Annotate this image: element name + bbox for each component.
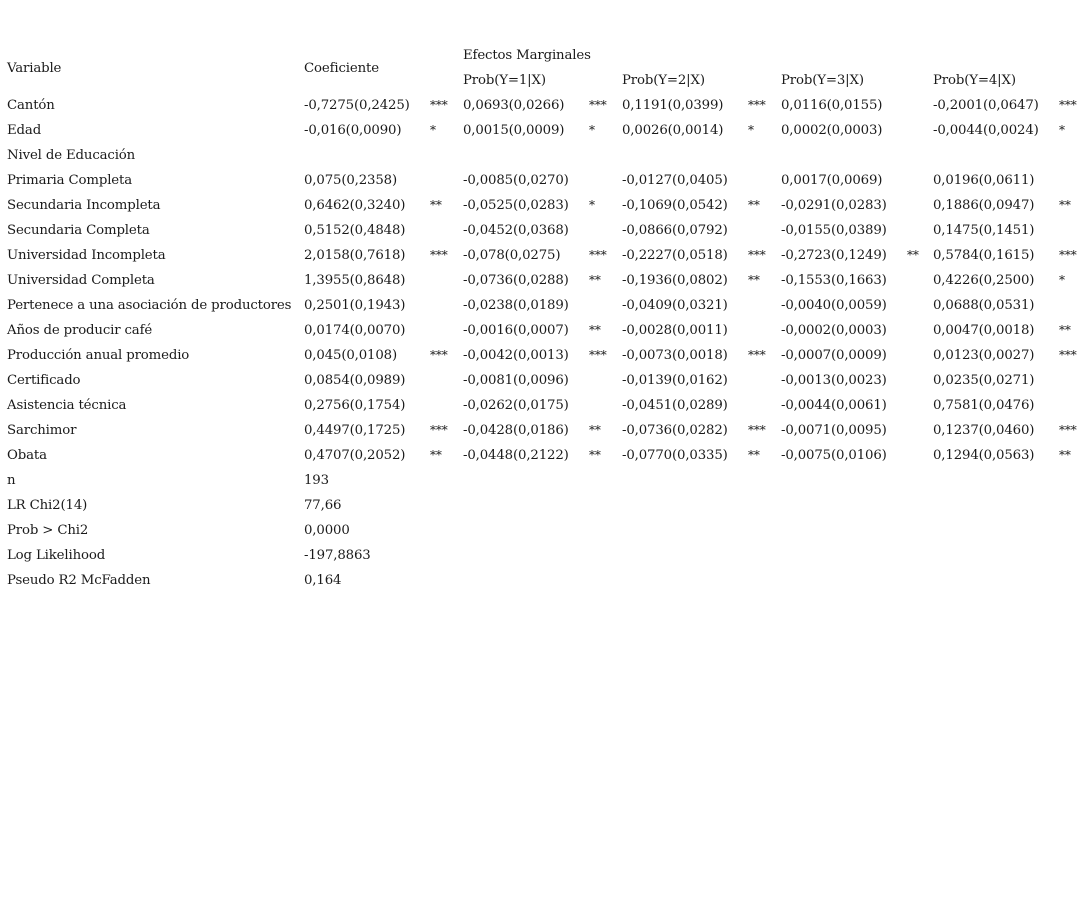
variable-label: Primaria Completa	[7, 173, 132, 188]
marginal-significance-prob-3	[907, 143, 933, 168]
variable-label: Producción anual promedio	[7, 348, 190, 363]
marginal-effect-prob-3: -0,1553(0,1663)	[781, 273, 887, 288]
marginal-effect-prob-3: -0,0002(0,0003)	[781, 323, 887, 338]
marginal-significance-prob-4: ***	[1059, 348, 1077, 362]
table-row	[7, 268, 1089, 293]
variable-label: Universidad Incompleta	[7, 248, 166, 263]
coeficiente-significance	[430, 268, 463, 293]
marginal-significance-prob-2	[748, 368, 781, 393]
table-row	[7, 218, 1089, 243]
marginal-effect-prob-4: 0,4226(0,2500)	[933, 273, 1035, 288]
marginal-significance-prob-3	[907, 343, 933, 368]
marginal-significance-prob-2	[748, 168, 781, 193]
table-row	[7, 393, 1089, 418]
table-row	[7, 368, 1089, 393]
table-body	[7, 43, 1089, 593]
marginal-effect-prob-1: -0,0262(0,0175)	[463, 398, 569, 413]
header-variable: Variable	[7, 60, 62, 76]
table-row	[7, 243, 1089, 268]
coeficiente-value: 0,0854(0,0989)	[304, 373, 406, 388]
marginal-significance-prob-4: *	[1059, 123, 1065, 137]
marginal-effect-prob-4: 0,5784(0,1615)	[933, 248, 1035, 263]
marginal-effect-prob-4: 0,1886(0,0947)	[933, 198, 1035, 213]
stat-label: LR Chi2(14)	[7, 498, 88, 513]
header-coeficiente: Coeficiente	[304, 60, 379, 76]
marginal-effect-prob-1: -0,0238(0,0189)	[463, 298, 569, 313]
coeficiente-value	[304, 143, 430, 168]
marginal-significance-prob-2	[748, 143, 781, 168]
variable-label: Nivel de Educación	[7, 148, 136, 163]
header-row-top	[7, 43, 1089, 68]
marginal-significance-prob-4: ***	[1059, 248, 1077, 262]
marginal-significance-prob-4: *	[1059, 273, 1065, 287]
marginal-effect-prob-2: -0,0770(0,0335)	[622, 448, 728, 463]
marginal-significance-prob-4: **	[1059, 198, 1071, 212]
table-row	[7, 143, 1089, 168]
marginal-significance-prob-1	[589, 393, 622, 418]
marginal-effect-prob-3: 0,0116(0,0155)	[781, 98, 883, 113]
coeficiente-significance	[430, 218, 463, 243]
marginal-effect-prob-1: -0,0452(0,0368)	[463, 223, 569, 238]
marginal-effect-prob-2: 0,1191(0,0399)	[622, 98, 724, 113]
table-row	[7, 318, 1089, 343]
stat-row	[7, 543, 1089, 568]
marginal-effect-prob-3: -0,0007(0,0009)	[781, 348, 887, 363]
marginal-significance-prob-1: **	[589, 448, 601, 462]
marginal-effect-prob-1: -0,0081(0,0096)	[463, 373, 569, 388]
marginal-significance-prob-4	[1059, 168, 1089, 193]
marginal-significance-prob-1	[589, 293, 622, 318]
marginal-effect-prob-3: -0,0040(0,0059)	[781, 298, 887, 313]
stat-row	[7, 518, 1089, 543]
marginal-effect-prob-3: -0,0075(0,0106)	[781, 448, 887, 463]
stat-value: 0,164	[304, 573, 342, 588]
marginal-effect-prob-2: -0,0073(0,0018)	[622, 348, 728, 363]
marginal-effect-prob-1: -0,0042(0,0013)	[463, 348, 569, 363]
marginal-effect-prob-3: 0,0017(0,0069)	[781, 173, 883, 188]
marginal-significance-prob-4: ***	[1059, 98, 1077, 112]
coeficiente-value: 0,6462(0,3240)	[304, 198, 406, 213]
marginal-significance-prob-1: **	[589, 423, 601, 437]
marginal-effect-prob-4: -0,0044(0,0024)	[933, 123, 1039, 138]
marginal-significance-prob-1	[589, 143, 622, 168]
marginal-significance-prob-1	[589, 168, 622, 193]
marginal-effect-prob-2: -0,0409(0,0321)	[622, 298, 728, 313]
marginal-effect-prob-2: 0,0026(0,0014)	[622, 123, 724, 138]
marginal-significance-prob-4	[1059, 293, 1089, 318]
results-table	[7, 43, 1089, 593]
marginal-effect-prob-2: -0,0866(0,0792)	[622, 223, 728, 238]
marginal-significance-prob-2: **	[748, 273, 760, 287]
table-row	[7, 118, 1089, 143]
coeficiente-significance	[430, 318, 463, 343]
marginal-significance-prob-3	[907, 318, 933, 343]
marginal-significance-prob-3	[907, 293, 933, 318]
marginal-significance-prob-2	[748, 293, 781, 318]
table-row	[7, 168, 1089, 193]
marginal-significance-prob-1: *	[589, 123, 595, 137]
header-prob-1: Prob(Y=1|X)	[463, 73, 546, 88]
header-prob-3: Prob(Y=3|X)	[781, 73, 864, 88]
marginal-significance-prob-2	[748, 218, 781, 243]
marginal-significance-prob-2	[748, 393, 781, 418]
variable-label: Asistencia técnica	[7, 398, 127, 413]
marginal-effect-prob-1: -0,0525(0,0283)	[463, 198, 569, 213]
stat-label: Pseudo R2 McFadden	[7, 573, 151, 588]
marginal-significance-prob-4	[1059, 368, 1089, 393]
coeficiente-value: 0,0174(0,0070)	[304, 323, 406, 338]
marginal-effect-prob-1: -0,0428(0,0186)	[463, 423, 569, 438]
marginal-effect-prob-1: -0,0736(0,0288)	[463, 273, 569, 288]
table-row	[7, 293, 1089, 318]
marginal-effect-prob-1: 0,0693(0,0266)	[463, 98, 565, 113]
marginal-effect-prob-1: -0,0016(0,0007)	[463, 323, 569, 338]
marginal-significance-prob-3: **	[907, 248, 919, 262]
marginal-effect-prob-4: -0,2001(0,0647)	[933, 98, 1039, 113]
coeficiente-value: 0,5152(0,4848)	[304, 223, 406, 238]
variable-label: Pertenece a una asociación de productores	[7, 298, 292, 313]
marginal-effect-prob-2: -0,0451(0,0289)	[622, 398, 728, 413]
marginal-significance-prob-3	[907, 368, 933, 393]
stat-label: n	[7, 473, 16, 488]
marginal-significance-prob-2: ***	[748, 348, 766, 362]
variable-label: Edad	[7, 123, 42, 138]
coeficiente-significance	[430, 293, 463, 318]
marginal-effect-prob-4: 0,0688(0,0531)	[933, 298, 1035, 313]
marginal-effect-prob-2: -0,0139(0,0162)	[622, 373, 728, 388]
header-efectos-marginales: Efectos Marginales	[463, 48, 591, 63]
marginal-effect-prob-2: -0,1936(0,0802)	[622, 273, 728, 288]
marginal-significance-prob-3	[907, 93, 933, 118]
coeficiente-value: 0,2756(0,1754)	[304, 398, 406, 413]
table-row	[7, 193, 1089, 218]
table-row	[7, 443, 1089, 468]
marginal-significance-prob-2: **	[748, 198, 760, 212]
coeficiente-value: 0,075(0,2358)	[304, 173, 398, 188]
stat-label: Prob > Chi2	[7, 523, 89, 538]
coeficiente-significance: ***	[430, 423, 448, 437]
marginal-significance-prob-2: ***	[748, 423, 766, 437]
coeficiente-significance	[430, 368, 463, 393]
marginal-effect-prob-3: -0,0155(0,0389)	[781, 223, 887, 238]
marginal-significance-prob-4	[1059, 393, 1089, 418]
variable-label: Cantón	[7, 98, 55, 113]
marginal-effect-prob-1: -0,0448(0,2122)	[463, 448, 569, 463]
marginal-effect-prob-3: 0,0002(0,0003)	[781, 123, 883, 138]
marginal-effect-prob-4: 0,0123(0,0027)	[933, 348, 1035, 363]
marginal-significance-prob-4: **	[1059, 448, 1071, 462]
marginal-effect-prob-2: -0,1069(0,0542)	[622, 198, 728, 213]
variable-label: Universidad Completa	[7, 273, 155, 288]
coeficiente-value: 0,4497(0,1725)	[304, 423, 406, 438]
coeficiente-value: -0,7275(0,2425)	[304, 98, 410, 113]
coeficiente-value: 0,4707(0,2052)	[304, 448, 406, 463]
stat-value: -197,8863	[304, 548, 371, 563]
marginal-effect-prob-4: 0,0196(0,0611)	[933, 173, 1035, 188]
marginal-significance-prob-2: **	[748, 448, 760, 462]
header-prob-4: Prob(Y=4|X)	[933, 73, 1016, 88]
stat-value: 0,0000	[304, 523, 350, 538]
variable-label: Secundaria Incompleta	[7, 198, 161, 213]
marginal-effect-prob-3	[781, 143, 907, 168]
marginal-significance-prob-3	[907, 193, 933, 218]
marginal-significance-prob-3	[907, 393, 933, 418]
stat-row	[7, 568, 1089, 593]
marginal-effect-prob-4: 0,1237(0,0460)	[933, 423, 1035, 438]
coeficiente-significance: ***	[430, 98, 448, 112]
stat-value: 77,66	[304, 498, 342, 513]
coeficiente-value: 0,045(0,0108)	[304, 348, 398, 363]
table-row	[7, 418, 1089, 443]
marginal-effect-prob-3: -0,0291(0,0283)	[781, 198, 887, 213]
marginal-significance-prob-2	[748, 318, 781, 343]
variable-label: Sarchimor	[7, 423, 77, 438]
marginal-significance-prob-3	[907, 168, 933, 193]
stat-label: Log Likelihood	[7, 548, 106, 563]
marginal-effect-prob-3: -0,0044(0,0061)	[781, 398, 887, 413]
table-row	[7, 343, 1089, 368]
marginal-significance-prob-1: ***	[589, 348, 607, 362]
marginal-effect-prob-4: 0,1294(0,0563)	[933, 448, 1035, 463]
marginal-significance-prob-4	[1059, 143, 1089, 168]
coeficiente-significance: ***	[430, 248, 448, 262]
marginal-effect-prob-2	[622, 143, 748, 168]
coeficiente-significance: ***	[430, 348, 448, 362]
marginal-significance-prob-1: ***	[589, 248, 607, 262]
marginal-significance-prob-4: **	[1059, 323, 1071, 337]
header-prob-2: Prob(Y=2|X)	[622, 73, 705, 88]
marginal-effect-prob-2: -0,0736(0,0282)	[622, 423, 728, 438]
marginal-effect-prob-2: -0,0127(0,0405)	[622, 173, 728, 188]
coeficiente-significance: *	[430, 123, 436, 137]
marginal-effect-prob-4: 0,0047(0,0018)	[933, 323, 1035, 338]
variable-label: Secundaria Completa	[7, 223, 150, 238]
marginal-effect-prob-2: -0,2227(0,0518)	[622, 248, 728, 263]
marginal-significance-prob-4: ***	[1059, 423, 1077, 437]
marginal-significance-prob-3	[907, 443, 933, 468]
marginal-significance-prob-1: **	[589, 273, 601, 287]
marginal-significance-prob-1	[589, 368, 622, 393]
coeficiente-value: -0,016(0,0090)	[304, 123, 402, 138]
stat-row	[7, 468, 1089, 493]
coeficiente-significance: **	[430, 448, 442, 462]
marginal-significance-prob-3	[907, 118, 933, 143]
coeficiente-value: 1,3955(0,8648)	[304, 273, 406, 288]
coeficiente-significance	[430, 143, 463, 168]
marginal-significance-prob-2: ***	[748, 98, 766, 112]
marginal-effect-prob-2: -0,0028(0,0011)	[622, 323, 728, 338]
stat-row	[7, 493, 1089, 518]
marginal-effect-prob-1: -0,0085(0,0270)	[463, 173, 569, 188]
variable-label: Obata	[7, 448, 47, 463]
coeficiente-value: 2,0158(0,7618)	[304, 248, 406, 263]
marginal-significance-prob-2: *	[748, 123, 754, 137]
marginal-effect-prob-1	[463, 143, 589, 168]
marginal-effect-prob-4: 0,1475(0,1451)	[933, 223, 1035, 238]
marginal-effect-prob-4	[933, 143, 1059, 168]
coeficiente-value: 0,2501(0,1943)	[304, 298, 406, 313]
marginal-significance-prob-3	[907, 218, 933, 243]
marginal-significance-prob-4	[1059, 218, 1089, 243]
marginal-significance-prob-1: ***	[589, 98, 607, 112]
variable-label: Certificado	[7, 373, 81, 388]
stat-value: 193	[304, 473, 329, 488]
marginal-significance-prob-3	[907, 418, 933, 443]
marginal-effect-prob-4: 0,7581(0,0476)	[933, 398, 1035, 413]
variable-label: Años de producir café	[7, 323, 153, 338]
coeficiente-significance	[430, 393, 463, 418]
marginal-effect-prob-3: -0,2723(0,1249)	[781, 248, 887, 263]
coeficiente-significance	[430, 168, 463, 193]
marginal-significance-prob-1	[589, 218, 622, 243]
marginal-significance-prob-3	[907, 268, 933, 293]
marginal-significance-prob-2: ***	[748, 248, 766, 262]
marginal-effect-prob-4: 0,0235(0,0271)	[933, 373, 1035, 388]
table-row	[7, 93, 1089, 118]
marginal-effect-prob-3: -0,0013(0,0023)	[781, 373, 887, 388]
marginal-significance-prob-1: **	[589, 323, 601, 337]
marginal-effect-prob-1: 0,0015(0,0009)	[463, 123, 565, 138]
coeficiente-significance: **	[430, 198, 442, 212]
marginal-effect-prob-1: -0,078(0,0275)	[463, 248, 561, 263]
marginal-significance-prob-1: *	[589, 198, 595, 212]
marginal-effect-prob-3: -0,0071(0,0095)	[781, 423, 887, 438]
